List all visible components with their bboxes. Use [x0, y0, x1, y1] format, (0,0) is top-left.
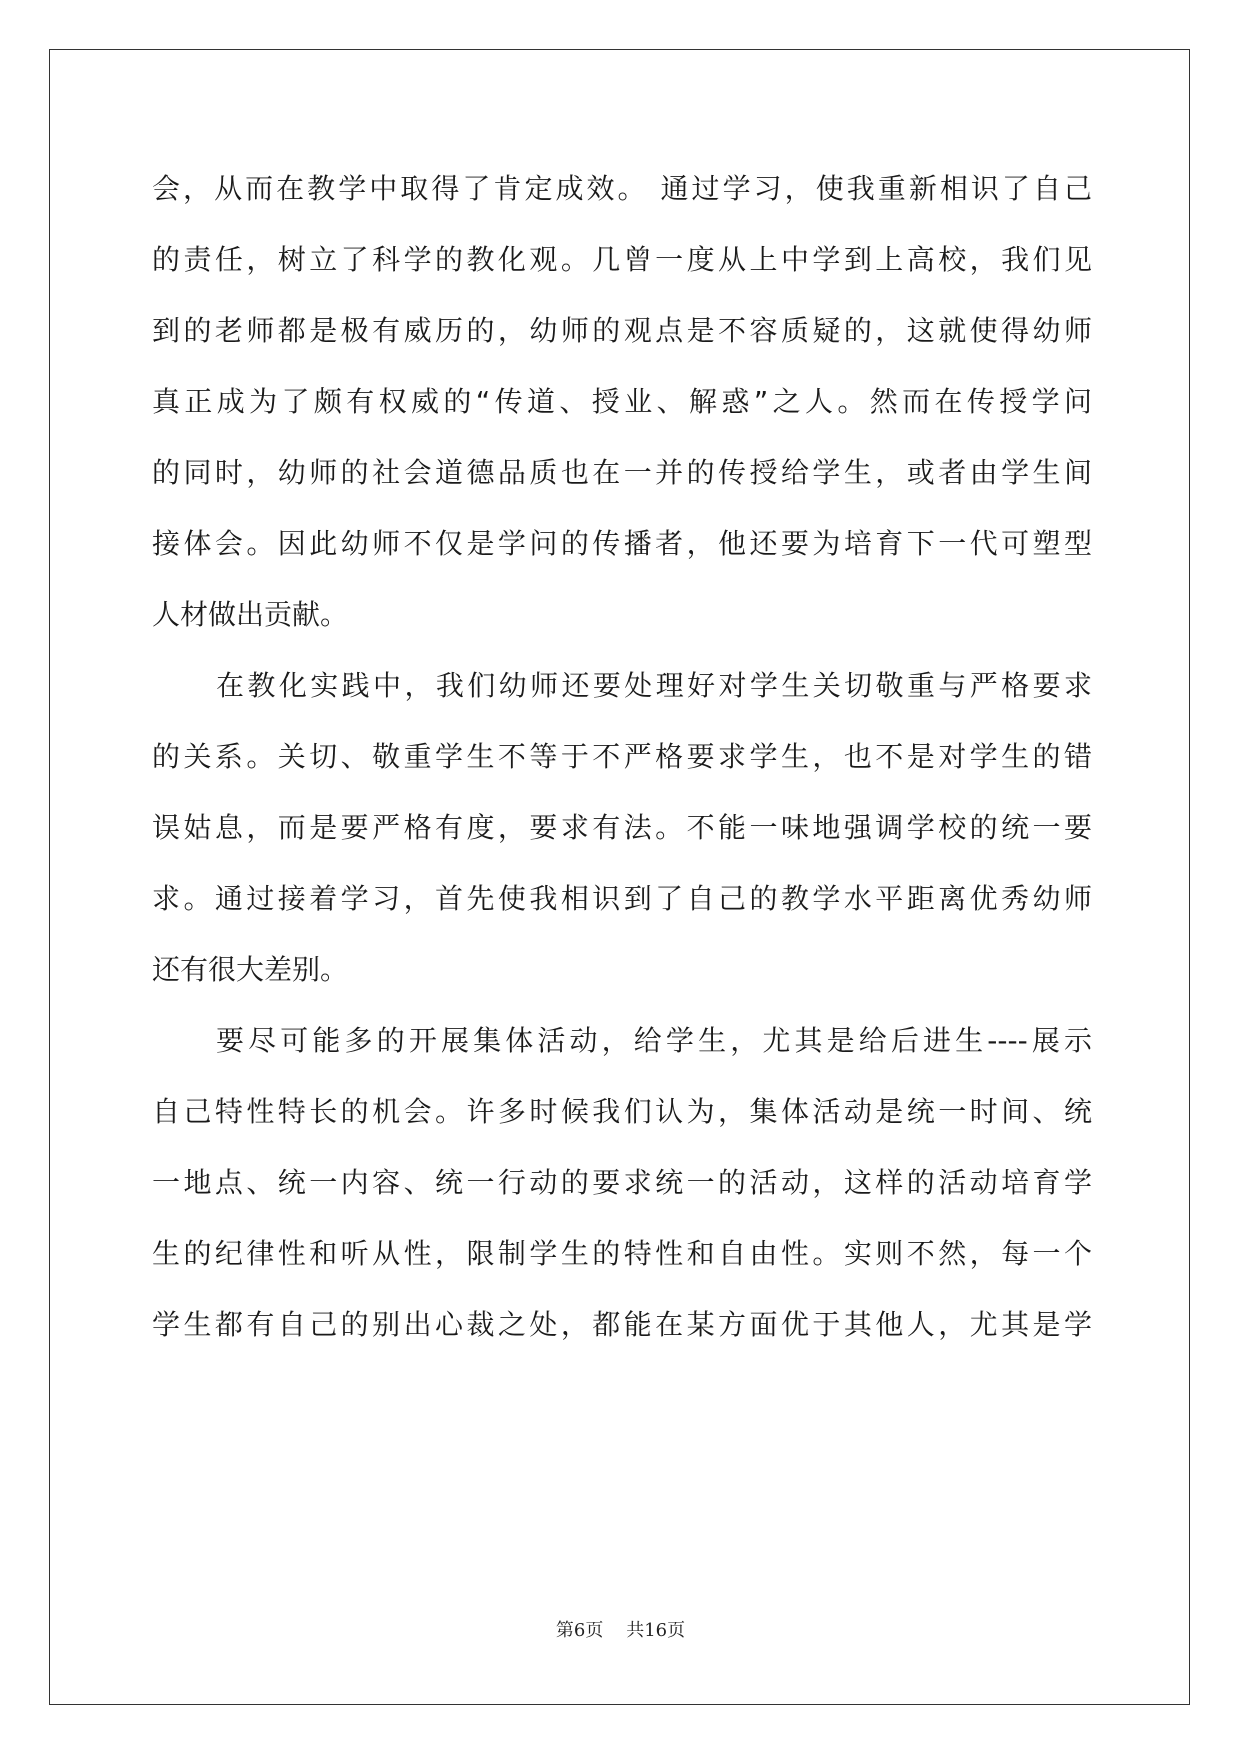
text-line-15: 一地点、统一内容、统一行动的要求统一的活动，这样的活动培育学 [152, 1166, 1092, 1199]
text-line-2: 的责任，树立了科学的教化观。几曾一度从上中学到上高校，我们见 [152, 243, 1092, 276]
text-line-10: 误姑息，而是要严格有度，要求有法。不能一味地强调学校的统一要 [152, 811, 1092, 844]
text-line-5: 的同时，幼师的社会道德品质也在一并的传授给学生，或者由学生间 [152, 456, 1092, 489]
page-number-footer: 第6页 共16页 [555, 1620, 686, 1641]
text-line-9: 的关系。关切、敬重学生不等于不严格要求学生，也不是对学生的错 [152, 740, 1092, 773]
text-line-8: 在教化实践中，我们幼师还要处理好对学生关切敬重与严格要求 [216, 669, 1092, 702]
text-line-6: 接体会。因此幼师不仅是学问的传播者，他还要为培育下一代可塑型 [152, 527, 1092, 560]
text-line-11: 求。通过接着学习，首先使我相识到了自己的教学水平距离优秀幼师 [152, 882, 1092, 915]
text-line-4: 真正成为了颇有权威的“传道、授业、解惑”之人。然而在传授学问 [152, 385, 1092, 418]
text-line-7: 人材做出贡献。 [152, 598, 349, 631]
text-line-16: 生的纪律性和听从性，限制学生的特性和自由性。实则不然，每一个 [152, 1237, 1092, 1270]
text-line-14: 自己特性特长的机会。许多时候我们认为，集体活动是统一时间、统 [152, 1095, 1092, 1128]
text-line-3: 到的老师都是极有威历的，幼师的观点是不容质疑的，这就使得幼师 [152, 314, 1092, 347]
text-line-13: 要尽可能多的开展集体活动，给学生，尤其是给后进生----展示 [216, 1024, 1092, 1057]
text-line-12: 还有很大差别。 [152, 953, 349, 986]
text-line-1: 会，从而在教学中取得了肯定成效。 通过学习，使我重新相识了自己 [152, 172, 1092, 205]
text-line-17: 学生都有自己的别出心裁之处，都能在某方面优于其他人，尤其是学 [152, 1308, 1092, 1341]
